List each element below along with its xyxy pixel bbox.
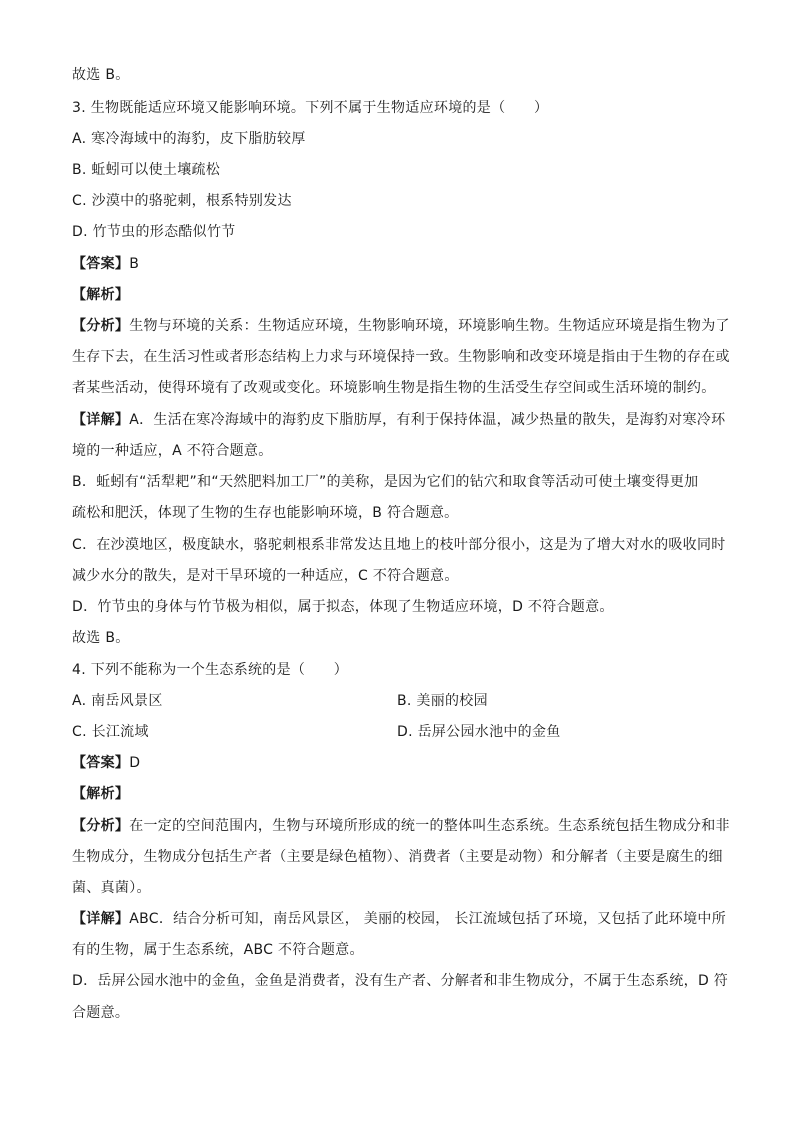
fenxi-tag: 【分析】 — [72, 818, 130, 834]
question-3-analysis-heading — [72, 286, 722, 304]
question-3-conclusion: 故选 B。 — [72, 630, 130, 646]
question-3-fenxi-line: 生存下去，在生活习性或者形态结构上力求与环境保持一致。生物影响和改变环境是指由于生物的存在或 — [72, 349, 730, 365]
xiangjie-tag: 【详解】 — [72, 911, 130, 927]
previous-conclusion: 故选 B。 — [72, 67, 130, 83]
question-3-option-c: C. 沙漠中的骆驼刺，根系特别发达 — [72, 193, 292, 209]
question-3-fenxi-line: 者某些活动，使得环境有了改观或变化。环境影响生物是指生物的生活受生存空间或生活环境的制约。 — [72, 380, 716, 396]
question-3-xiangjie-line: 疏松和肥沃，体现了生物的生存也能影响环境，B 符合题意。 — [72, 505, 459, 521]
analysis-tag: 【解析】 — [72, 786, 130, 802]
question-4-xiangjie-line: D．岳屏公园水池中的金鱼，金鱼是消费者，没有生产者、分解者和非生物成分，不属于生态系统，D 符 — [72, 973, 729, 989]
question-3-option-b: B. 蚯蚓可以使土壤疏松 — [72, 162, 221, 178]
question-3-xiangjie-line: B．蚯蚓有“活犁耙”和“天然肥料加工厂”的美称，是因为它们的钻穴和取食等活动可使土壤变得更加 — [72, 474, 699, 490]
question-3-xiangjie-line: 减少水分的散失，是对干旱环境的一种适应，C 不符合题意。 — [72, 568, 459, 584]
question-3-answer — [72, 255, 722, 273]
question-3-xiangjie-line: D．竹节虫的身体与竹节极为相似，属于拟态，体现了生物适应环境，D 不符合题意。 — [72, 599, 614, 615]
question-4-option-c: C. 长江流域 — [72, 724, 149, 740]
xiangjie-text: A．生活在寒冷海域中的海豹皮下脂肪厚，有利于保持体温，减少热量的散失，是海豹对寒冷环 — [129, 412, 726, 428]
fenxi-text: 在一定的空间范围内，生物与环境所形成的统一的整体叫生态系统。生态系统包括生物成分和非 — [129, 818, 730, 834]
question-3-xiangjie-line — [72, 411, 726, 429]
question-4-xiangjie-line — [72, 910, 727, 928]
fenxi-tag: 【分析】 — [72, 318, 130, 334]
question-4-analysis-heading — [72, 785, 722, 803]
question-4-fenxi-line: 菌、真菌）。 — [72, 880, 151, 896]
question-4-option-b: B. 美丽的校园 — [397, 693, 488, 709]
answer-tag: 【答案】 — [72, 755, 130, 771]
answer-value: B — [129, 256, 140, 272]
question-4-xiangjie-line: 合题意。 — [72, 1005, 130, 1021]
answer-value: D — [129, 755, 141, 771]
answer-tag: 【答案】 — [72, 256, 130, 272]
question-4-option-d: D. 岳屏公园水池中的金鱼 — [397, 724, 561, 740]
fenxi-text: 生物与环境的关系：生物适应环境，生物影响环境，环境影响生物。生物适应环境是指生物为了 — [129, 318, 730, 334]
xiangjie-tag: 【详解】 — [72, 412, 130, 428]
question-4-fenxi-line — [72, 817, 730, 835]
question-4-fenxi-line: 生物成分，生物成分包括生产者（主要是绿色植物）、消费者（主要是动物）和分解者（主要是腐生的细 — [72, 849, 723, 865]
question-3-xiangjie-line: 境的一种适应，A 不符合题意。 — [72, 443, 273, 459]
question-3-option-a: A. 寒冷海域中的海豹，皮下脂肪较厚 — [72, 131, 306, 147]
question-4-answer — [72, 754, 722, 772]
question-3-option-d: D. 竹节虫的形态酷似竹节 — [72, 224, 236, 240]
question-3-stem: 3. 生物既能适应环境又能影响环境。下列不属于生物适应环境的是（ ） — [72, 100, 549, 116]
question-4-stem: 4. 下列不能称为一个生态系统的是（ ） — [72, 662, 349, 678]
xiangjie-text: ABC．结合分析可知，南岳风景区， 美丽的校园， 长江流域包括了环境，又包括了此环境中所 — [129, 911, 727, 927]
question-4-xiangjie-line: 有的生物，属于生态系统，ABC 不符合题意。 — [72, 942, 364, 958]
question-4-option-a: A. 南岳风景区 — [72, 693, 163, 709]
question-3-fenxi-line — [72, 317, 730, 335]
analysis-tag: 【解析】 — [72, 287, 130, 303]
question-3-xiangjie-line: C．在沙漠地区，极度缺水，骆驼刺根系非常发达且地上的枝叶部分很小，这是为了增大对水的吸收同时 — [72, 537, 726, 553]
